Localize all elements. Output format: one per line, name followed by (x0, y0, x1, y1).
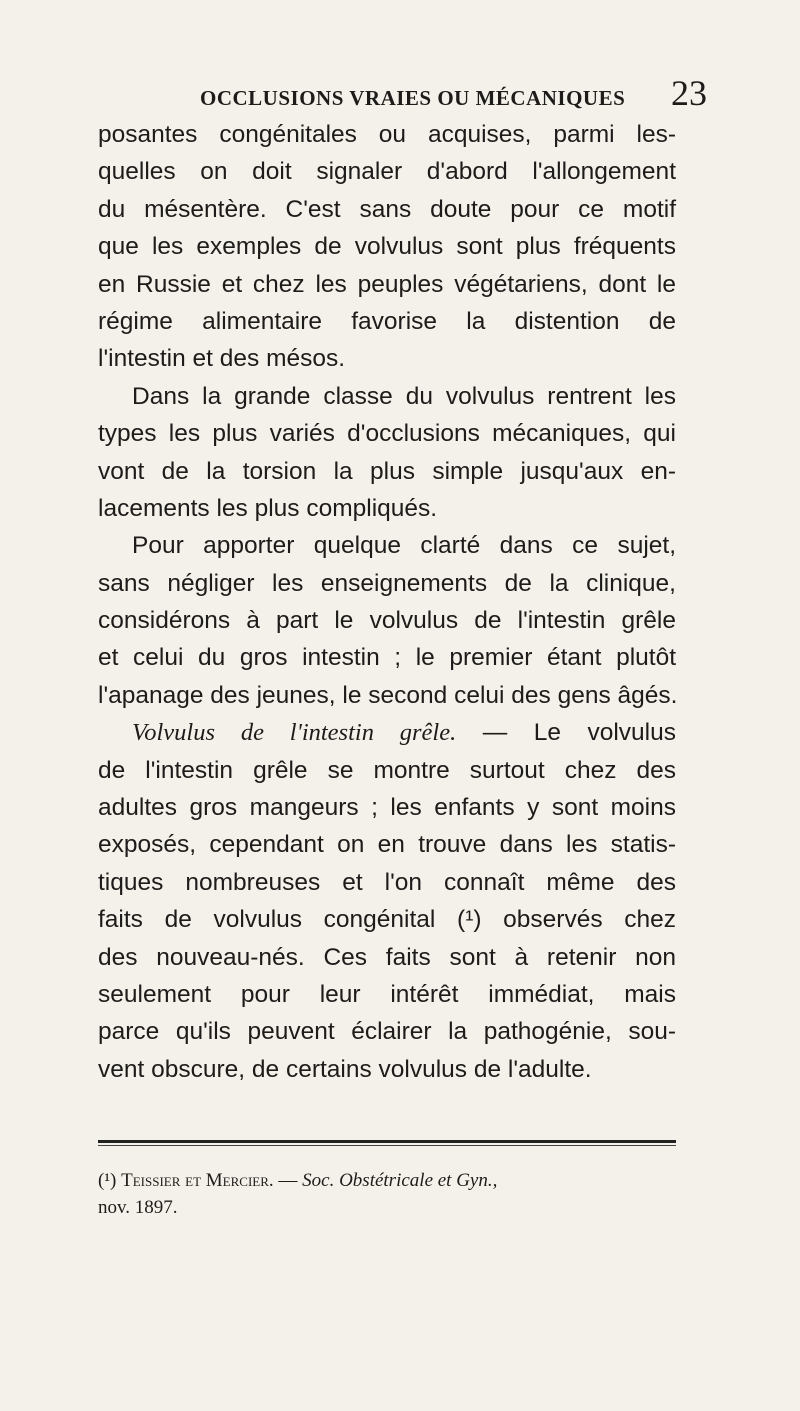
text-line: du mésentère. C'est sans doute pour ce motif (98, 195, 676, 223)
footnote-rule-thin (98, 1145, 676, 1146)
text-line: lacements les plus compliqués. (98, 494, 438, 522)
text-line: seulement pour leur intérêt immédiat, mais (98, 980, 676, 1008)
text-line: régime alimentaire favorise la distention de (98, 307, 676, 335)
text-line: que les exemples de volvulus sont plus fréquents (98, 233, 676, 261)
text-line: de l'intestin grêle se montre surtout chez des (98, 756, 676, 784)
footnote-dash: — (278, 1170, 298, 1191)
section-heading: Volvulus de l'intestin grêle. (132, 719, 457, 747)
page-number: 23 (671, 73, 707, 113)
text-line: sans négliger les enseignements de la clinique, (98, 569, 676, 597)
text-line: en Russie et chez les peuples végétariens, dont le (98, 270, 676, 298)
section-line (98, 714, 676, 751)
text-fragment: — Le volvulus (482, 719, 676, 747)
text-line: l'apanage des jeunes, le second celui des gens âgés. (98, 681, 678, 709)
text-line: adultes gros mangeurs ; les enfants y sont moins (98, 794, 676, 822)
text-line: Dans la grande classe du volvulus rentrent les (132, 382, 676, 410)
text-line: exposés, cependant on en trouve dans les statis- (98, 831, 676, 859)
footnote-journal: Soc. Obstétricale et Gyn., (302, 1170, 498, 1191)
running-title: OCCLUSIONS VRAIES OU MÉCANIQUES (200, 86, 626, 110)
text-line: quelles on doit signaler d'abord l'allongement (98, 158, 676, 186)
text-line: tiques nombreuses et l'on connaît même des (98, 868, 676, 896)
body-text (98, 116, 676, 1088)
text-line: des nouveau-nés. Ces faits sont à retenir non (98, 943, 676, 971)
text-line: posantes congénitales ou acquises, parmi les- (98, 121, 676, 148)
text-line: l'intestin et des mésos. (98, 345, 346, 373)
text-line: considérons à part le volvulus de l'intestin grêle (98, 607, 676, 635)
text-line: faits de volvulus congénital (¹) observés chez (98, 906, 676, 934)
text-line: et celui du gros intestin ; le premier étant plutôt (98, 644, 676, 672)
footnote-rule (98, 1140, 676, 1143)
text-line: vont de la torsion la plus simple jusqu'aux en- (98, 457, 676, 485)
footnote (98, 1167, 698, 1221)
footnote-authors: Teissier et Mercier. (121, 1170, 274, 1191)
text-line: vent obscure, de certains volvulus de l'adulte. (98, 1055, 592, 1083)
text-line: Pour apporter quelque clarté dans ce sujet, (132, 532, 676, 560)
footnote-date: nov. 1897. (98, 1197, 178, 1218)
footnote-marker: (¹) (98, 1170, 117, 1191)
text-line: parce qu'ils peuvent éclairer la pathogénie, sou- (98, 1018, 676, 1046)
footnote-line-1 (98, 1167, 698, 1194)
text-line: types les plus variés d'occlusions mécaniques, qui (98, 420, 676, 448)
